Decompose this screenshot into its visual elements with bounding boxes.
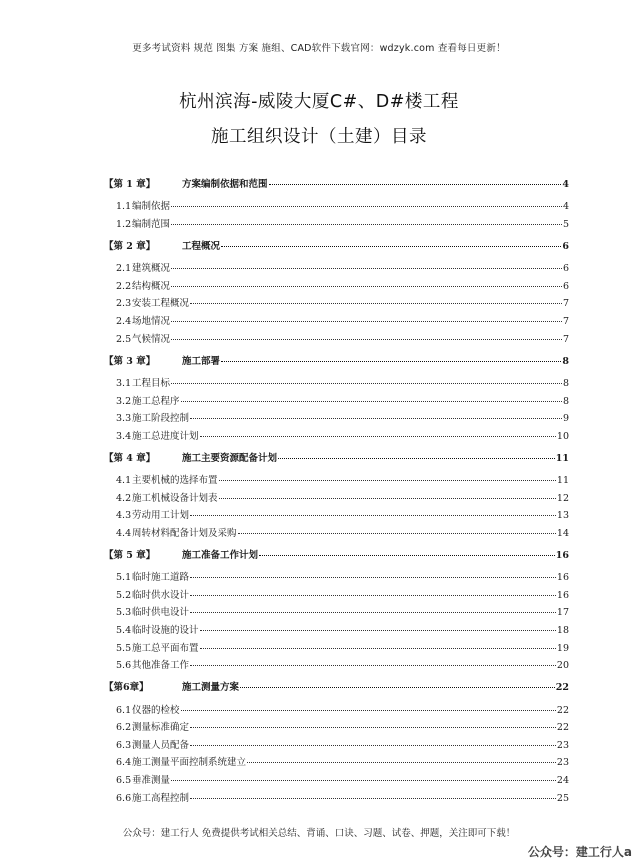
toc-page-number: 23 [556,739,569,751]
toc-page-number: 16 [556,589,569,601]
toc-entry-number: 【第 2 章】 [104,240,156,252]
toc-section-entry[interactable] [104,393,569,411]
toc-dot-leader [200,648,556,649]
toc-entry-title: 主要机械的选择布置 [132,475,218,487]
toc-entry-title: 临时供电设计 [132,607,190,619]
toc-entry-title: 垂准测量 [132,774,171,786]
toc-dot-leader [190,418,562,419]
toc-entry-number: 【第 4 章】 [104,452,156,464]
toc-dot-leader [181,401,562,402]
toc-page-number: 9 [562,413,569,425]
page-header-note: 更多考试资料 规范 图集 方案 施组、CAD软件下载官网：wdzyk.com 查看每日更新！ [132,43,506,54]
toc-page-number: 14 [556,527,569,539]
toc-page-number: 11 [555,452,569,464]
toc-entry-number: 【第6章】 [104,682,149,694]
toc-entry-title: 临时施工道路 [132,572,190,584]
toc-page-number: 16 [556,572,569,584]
toc-entry-title: 施工部署 [182,355,221,367]
toc-entry-number: 1.2 [116,218,132,230]
toc-section-entry[interactable] [104,260,569,278]
toc-entry-title: 工程概况 [182,240,221,252]
toc-section-entry[interactable] [104,525,569,543]
toc-page-number: 11 [556,475,569,487]
toc-entry-number: 3.3 [116,413,132,425]
toc-page-number: 5 [562,218,569,230]
toc-dot-leader [200,630,556,631]
toc-entry-title: 施工总进度计划 [132,430,199,442]
toc-entry-title: 建筑概况 [132,263,171,275]
toc-section-entry[interactable] [104,428,569,446]
toc-dot-leader [171,383,562,384]
toc-entry-number: 2.1 [116,263,132,275]
toc-dot-leader [190,798,556,799]
toc-entry-number: 5.6 [116,660,132,672]
toc-dot-leader [171,206,562,207]
toc-dot-leader [240,687,555,688]
toc-entry-title: 周转材料配备计划及采购 [132,527,237,539]
toc-page-number: 22 [556,722,569,734]
document-title: 杭州滨海-威陵大厦C#、D#楼工程 [179,92,459,112]
toc-entry-number: 1.1 [116,201,132,213]
toc-dot-leader [269,184,562,185]
toc-entry-number: 4.4 [116,527,132,539]
toc-section-entry[interactable] [104,790,569,808]
toc-section-entry[interactable] [104,507,569,525]
toc-page-number: 20 [556,660,569,672]
toc-entry-number: 2.2 [116,280,132,292]
toc-entry-title: 临时供水设计 [132,589,190,601]
toc-entry-number: 2.5 [116,333,132,345]
toc-section-entry[interactable] [104,216,569,234]
toc-section-entry[interactable] [104,313,569,331]
toc-dot-leader [190,727,556,728]
toc-entry-number: 6.1 [116,704,132,716]
toc-entry-title: 测量人员配备 [132,739,190,751]
toc-entry-number: 【第 5 章】 [104,550,156,562]
toc-chapter-entry[interactable] [104,353,569,371]
toc-dot-leader [221,361,561,362]
toc-page-number: 16 [555,550,569,562]
toc-dot-leader [190,595,556,596]
toc-dot-leader [190,515,556,516]
toc-page-number: 8 [562,377,569,389]
toc-chapter-entry[interactable] [104,450,569,468]
toc-page-number: 22 [555,682,569,694]
toc-entry-title: 施工测量平面控制系统建立 [132,757,247,769]
toc-dot-leader [190,612,556,613]
toc-dot-leader [190,577,556,578]
toc-dot-leader [190,745,556,746]
toc-dot-leader [190,665,556,666]
toc-page-number: 8 [562,395,569,407]
toc-page-number: 7 [562,315,569,327]
toc-dot-leader [171,780,556,781]
toc-section-entry[interactable] [104,737,569,755]
toc-dot-leader [171,321,562,322]
toc-section-entry[interactable] [104,295,569,313]
toc-entry-number: 6.5 [116,774,132,786]
toc-dot-leader [247,762,556,763]
toc-dot-leader [278,458,555,459]
toc-page-number: 7 [562,333,569,345]
toc-page-number: 23 [556,757,569,769]
toc-entry-title: 场地情况 [132,315,171,327]
toc-dot-leader [171,268,562,269]
toc-page-number: 7 [562,298,569,310]
toc-dot-leader [219,480,556,481]
toc-dot-leader [171,224,562,225]
toc-entry-number: 6.4 [116,757,132,769]
toc-page-number: 8 [562,355,569,367]
toc-page-number: 6 [562,240,569,252]
toc-entry-title: 方案编制依据和范围 [182,179,268,190]
toc-entry-title: 劳动用工计划 [132,510,190,522]
toc-entry-number: 4.2 [116,492,132,504]
toc-entry-number: 3.4 [116,430,132,442]
toc-section-entry[interactable] [104,375,569,393]
toc-dot-leader [221,246,561,247]
toc-section-entry[interactable] [104,569,569,587]
toc-entry-number: 2.3 [116,298,132,310]
toc-page-number: 13 [556,510,569,522]
toc-entry-title: 编制范围 [132,218,171,230]
toc-entry-number: 5.5 [116,642,132,654]
toc-section-entry[interactable] [104,587,569,605]
document-subtitle: 施工组织设计（土建）目录 [211,127,427,147]
toc-entry-number: 5.1 [116,572,132,584]
toc-entry-title: 工程目标 [132,377,171,389]
toc-entry-title: 施工机械设备计划表 [132,492,218,504]
toc-entry-title: 施工测量方案 [182,682,240,694]
toc-dot-leader [200,436,556,437]
toc-entry-number: 5.3 [116,607,132,619]
toc-page-number: 4 [562,179,569,190]
toc-page-number: 10 [556,430,569,442]
watermark: 公众号：建工行人a [527,845,632,859]
toc-section-entry[interactable] [104,278,569,296]
toc-entry-number: 6.3 [116,739,132,751]
toc-entry-number: 【第 3 章】 [104,355,156,367]
toc-page-number: 6 [562,263,569,275]
toc-page-number: 18 [556,625,569,636]
toc-entry-title: 测量标准确定 [132,722,190,734]
toc-dot-leader [238,533,556,534]
toc-section-entry[interactable] [104,331,569,349]
toc-entry-title: 结构概况 [132,280,171,292]
toc-page-number: 17 [556,607,569,619]
page-footer-note: 公众号：建工行人 免费提供考试相关总结、背诵、口诀、习题、试卷、押题，关注即可下载！ [122,828,516,839]
toc-entry-number: 3.2 [116,395,132,407]
toc-entry-number: 4.3 [116,510,132,522]
toc-entry-title: 施工准备工作计划 [182,550,259,562]
toc-section-entry[interactable] [104,622,569,640]
toc-dot-leader [219,498,556,499]
toc-chapter-entry[interactable] [104,679,569,697]
toc-entry-number: 5.2 [116,589,132,601]
toc-entry-number: 2.4 [116,315,132,327]
toc-entry-title: 其他准备工作 [132,660,190,672]
toc-entry-title: 编制依据 [132,201,171,213]
toc-page-number: 22 [556,704,569,716]
toc-entry-title: 施工总程序 [132,395,180,407]
toc-section-entry[interactable] [104,702,569,720]
toc-section-entry[interactable] [104,772,569,790]
toc-entry-number: 4.1 [116,475,132,487]
toc-entry-number: 3.1 [116,377,132,389]
toc-entry-title: 仪器的检校 [132,704,180,716]
toc-section-entry[interactable] [104,472,569,490]
toc-page-number: 6 [562,280,569,292]
toc-section-entry[interactable] [104,490,569,508]
toc-dot-leader [190,303,562,304]
toc-section-entry[interactable] [104,754,569,772]
toc-entry-title: 临时设施的设计 [132,625,199,636]
toc-entry-number: 6.6 [116,792,132,804]
toc-entry-title: 施工主要资源配备计划 [182,452,278,464]
toc-page-number: 24 [556,774,569,786]
toc-page-number: 19 [556,642,569,654]
toc-entry-title: 施工阶段控制 [132,413,190,425]
toc-chapter-entry[interactable] [104,547,569,565]
toc-page-number: 4 [562,201,569,213]
toc-section-entry[interactable] [104,719,569,737]
toc-dot-leader [171,286,562,287]
toc-page-number: 12 [556,492,569,504]
toc-section-entry[interactable] [104,410,569,428]
table-of-contents [104,175,569,807]
toc-entry-title: 施工总平面布置 [132,642,199,654]
toc-dot-leader [181,710,556,711]
toc-entry-title: 施工高程控制 [132,792,190,804]
toc-section-entry[interactable] [104,657,569,675]
toc-entry-number: 【第 1 章】 [104,179,156,190]
toc-dot-leader [259,555,555,556]
toc-page-number: 25 [556,792,569,804]
toc-section-entry[interactable] [104,640,569,658]
toc-entry-title: 气候情况 [132,333,171,345]
toc-section-entry[interactable] [104,604,569,622]
toc-chapter-entry[interactable] [104,238,569,256]
toc-entry-title: 安装工程概况 [132,298,190,310]
toc-chapter-entry[interactable] [104,176,569,194]
toc-section-entry[interactable] [104,198,569,216]
toc-entry-number: 5.4 [116,625,132,636]
toc-entry-number: 6.2 [116,722,132,734]
toc-dot-leader [171,339,562,340]
